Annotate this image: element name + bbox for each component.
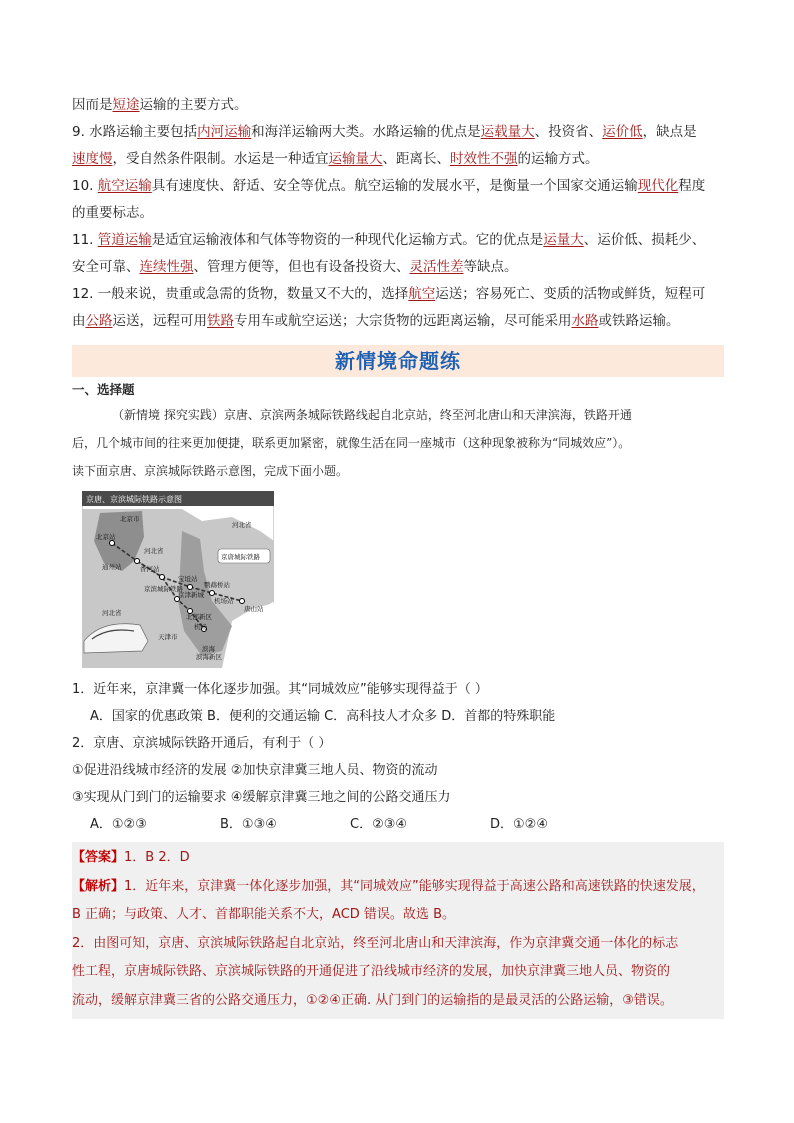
key-term: 铁路 [207, 313, 234, 329]
label-jingtang-line: 京唐城际铁路 [221, 553, 260, 561]
text-segment: 运输的主要方式。 [139, 97, 248, 113]
text-segment: ，受自然条件限制。水运是一种适宜 [112, 151, 329, 167]
question-2-options [72, 811, 724, 838]
option-c: C．②③④ [350, 817, 408, 832]
question-stem-line-3: 读下面京唐、京滨城际铁路示意图，完成下面小题。 [72, 464, 349, 478]
knowledge-line [72, 173, 724, 200]
key-term: 短途 [112, 97, 140, 113]
text-segment: 、投资省、 [534, 124, 603, 140]
key-term: 时效性不强 [450, 151, 518, 167]
key-term: 航空 [408, 286, 436, 302]
text-segment: 10. [72, 178, 98, 194]
answer-tag: 【答案】 [72, 850, 125, 865]
key-term: 运价低 [602, 124, 643, 140]
text-segment: ，缺点是 [642, 124, 697, 140]
label-tangshan: 唐山站 [244, 605, 264, 613]
analysis-tag: 【解析】 [72, 878, 125, 894]
station-dot [160, 575, 165, 580]
label-hebei-left: 河北省 [102, 609, 122, 617]
analysis-line-5: 流动，缓解京津冀三省的公路交通压力，①②④正确. 从门到门的运输指的是最灵活的公路运输，③错误。 [72, 992, 673, 1008]
text-segment: 运送，远程可用 [112, 313, 207, 329]
question-2-item-1: ①促进沿线城市经济的发展 ②加快京津冀三地人员、物资的流动 [72, 763, 438, 778]
key-term: 速度慢 [72, 151, 113, 167]
label-beibu: 北部新区 [186, 613, 212, 621]
text-segment: 因而是 [72, 97, 113, 113]
label-hebei-top: 河北省 [232, 521, 252, 529]
knowledge-line [72, 92, 724, 119]
key-term: 运载量大 [480, 124, 535, 140]
question-2: 2．京唐、京滨城际铁路开通后，有利于（ ） [72, 736, 332, 751]
question-stem-line-1: （新情境 探究实践）京唐、京滨两条城际铁路线起自北京站，终至河北唐山和天津滨海，铁路开通 [112, 408, 632, 422]
option-b: B．①③④ [220, 817, 277, 832]
text-segment: 、距离长、 [382, 151, 450, 167]
question-1-options: A．国家的优惠政策 B．便利的交通运输 C．高科技人才众多 D．首都的特殊职能 [90, 709, 556, 724]
text-segment: 11. [72, 232, 98, 248]
key-term: 内河运输 [197, 124, 252, 140]
key-term: 水路 [571, 313, 599, 329]
analysis-line-2: B 正确；与政策、人才、首都职能关系不大，ACD 错误。故选 B。 [72, 907, 455, 922]
text-segment: 的运输方式。 [517, 151, 599, 167]
label-xianghe: 香河站 [140, 565, 160, 573]
answer-line [72, 844, 724, 873]
station-dot [110, 541, 115, 546]
text-segment: 和海洋运输两大类。水路运输的优点是 [251, 124, 481, 140]
label-jinnan: 京津新城 [178, 591, 204, 599]
key-term: 管道运输 [97, 232, 152, 248]
text-segment: 、管理方便等，但也有设备投资大、 [193, 259, 410, 275]
document-page [72, 92, 724, 1019]
option-d: D．①②④ [490, 817, 548, 832]
knowledge-line [72, 146, 724, 173]
text-segment: 的重要标志。 [72, 205, 153, 221]
knowledge-line [72, 281, 724, 308]
analysis-line-4: 性工程，京唐城际铁路、京滨城际铁路的开通促进了沿线城市经济的发展，加快京津冀三地人员、物资的 [72, 964, 671, 979]
map-title: 京唐、京滨城际铁路示意图 [86, 495, 182, 504]
label-pengjiaqiao: 鹦鹉桥站 [204, 581, 230, 589]
label-binhai: 滨海 [202, 645, 215, 653]
analysis-text-1: 1．近年来，京津冀一体化逐步加强，其“同城效应”能够实现得益于高速公路和高速铁路的快速发展， [124, 878, 705, 894]
label-hebei-mid: 河北省 [144, 547, 164, 555]
label-binhai-new: 滨海新区 [196, 653, 222, 661]
knowledge-line [72, 227, 724, 254]
railway-map [82, 491, 274, 668]
section-banner [72, 345, 724, 377]
text-segment: 程度 [678, 178, 706, 194]
knowledge-line [72, 308, 724, 335]
station-dot [135, 559, 140, 564]
key-term: 现代化 [637, 178, 679, 194]
label-jichang-station: 机场站 [214, 597, 234, 605]
option-a: A．①②③ [90, 817, 147, 832]
label-tianjin: 天津市 [158, 633, 178, 641]
answer-block [72, 842, 724, 1019]
station-dot [188, 585, 193, 590]
text-segment: 运送；容易死亡、变质的活物或鲜货，短程可 [435, 286, 706, 302]
question-stem-line-2: 后，几个城市间的往来更加便捷，联系更加紧密，就像生活在同一座城市（这种现象被称为“同城效应”）。 [72, 436, 631, 450]
key-term: 灵活性差 [409, 259, 464, 275]
label-beijing-city: 北京市 [120, 515, 140, 523]
text-segment: 安全可靠、 [72, 259, 140, 275]
key-term: 运量大 [543, 232, 584, 248]
text-segment: 、运价低、损耗少、 [583, 232, 706, 248]
question-1: 1．近年来，京津冀一体化逐步加强。其“同城效应”能够实现得益于（ ） [72, 682, 488, 697]
analysis-line-3: 2．由图可知，京唐、京滨城际铁路起自北京站，终至河北唐山和天津滨海，作为京津冀交通一体化的标志 [72, 935, 679, 951]
knowledge-points [72, 92, 724, 335]
railway-map-figure [82, 491, 274, 668]
text-segment: 等缺点。 [463, 259, 518, 275]
label-jichang: 机场 [194, 623, 207, 631]
label-tongzhou: 通州站 [102, 563, 122, 571]
analysis-line-1 [72, 873, 724, 902]
station-dot [240, 599, 245, 604]
text-segment: 9. 水路运输主要包括 [72, 124, 198, 140]
label-beijing-station: 北京站 [96, 533, 116, 541]
knowledge-line [72, 119, 724, 146]
knowledge-line [72, 254, 724, 281]
knowledge-line [72, 200, 724, 227]
text-segment: 具有速度快、舒适、安全等优点。航空运输的发展水平，是衡量一个国家交通运输 [151, 178, 638, 194]
label-jingbin-line: 京滨城际铁路 [144, 585, 183, 593]
answer-text: 1．B 2．D [124, 850, 190, 865]
text-segment: 12. 一般来说，贵重或急需的货物，数量又不大的，选择 [72, 286, 409, 302]
banner-title: 新情境命题练 [335, 349, 461, 373]
key-term: 运输量大 [328, 151, 383, 167]
text-segment: 专用车或航空运送；大宗货物的远距离运输，尽可能采用 [234, 313, 572, 329]
key-term: 航空运输 [97, 178, 152, 194]
station-dot [210, 591, 215, 596]
section-heading: 一、选择题 [72, 382, 135, 397]
text-segment: 是适宜运输液体和气体等物资的一种现代化运输方式。它的优点是 [151, 232, 544, 248]
text-segment: 或铁路运输。 [598, 313, 680, 329]
key-term: 连续性强 [139, 259, 194, 275]
label-baodi: 宝坻站 [178, 575, 198, 583]
key-term: 公路 [85, 313, 113, 329]
text-segment: 由 [72, 313, 86, 329]
question-2-item-2: ③实现从门到门的运输要求 ④缓解京津冀三地之间的公路交通压力 [72, 790, 451, 805]
